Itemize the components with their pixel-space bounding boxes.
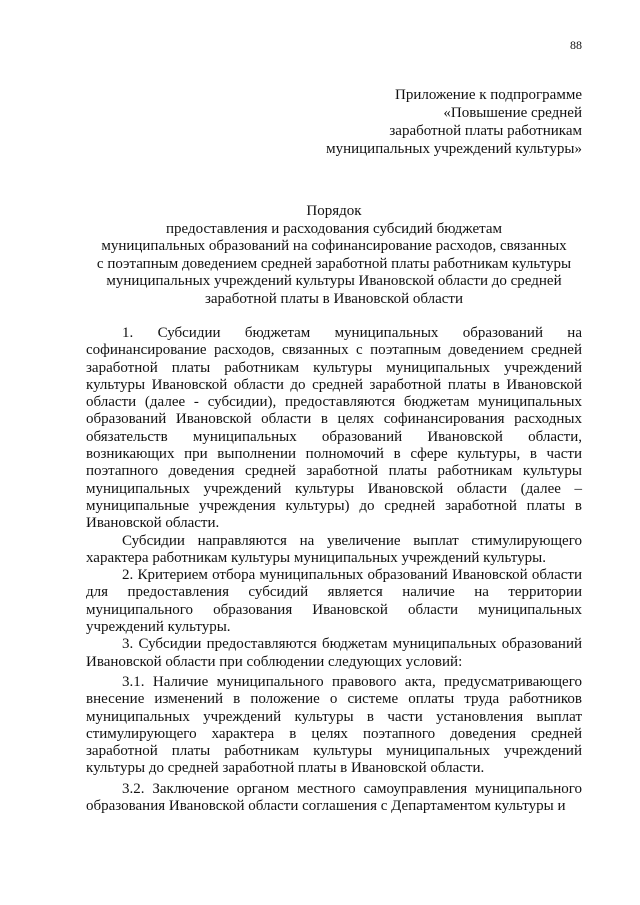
title-line: муниципальных учреждений культуры Ивановской области до средней [106, 273, 562, 289]
paragraph-1: 1. Субсидии бюджетам муниципальных образований на софинансирование расходов, связанных с поэтапным доведением средней заработной платы работникам культуры муниципальных учреждений культуры Ивановской области до средней заработной платы в Ивановской области (далее - субсидии), предоставляются бюджетам муниципальных образований Ивановской области в целях софинансирования расходных обязательств муниципальных образований Ивановской области, возникающих при выполнении полномочий в сфере культуры, в части поэтапного доведения средней заработной платы работникам культуры муниципальных учреждений культуры Ивановской области (далее – муниципальные учреждения культуры) до средней заработной платы в Ивановской области. [86, 325, 582, 532]
paragraph-subsidies-purpose: Субсидии направляются на увеличение выплат стимулирующего характера работникам культуры муниципальных учреждений культуры. [86, 532, 582, 566]
paragraph-3-1: 3.1. Наличие муниципального правового акта, предусматривающего внесение изменений в положение о системе оплаты труда работников муниципальных учреждений культуры в части установления выплат стимулирующего характера в целях поэтапного доведения средней заработной платы работникам культуры муниципальных учреждений культуры до средней заработной платы в Ивановской области. [86, 673, 582, 777]
title-line: Порядок [306, 203, 362, 219]
title-line: с поэтапным доведением средней заработной платы работникам культуры [96, 255, 572, 272]
appendix-line: заработной платы работникам [389, 123, 582, 139]
appendix-header [252, 86, 582, 158]
appendix-line: «Повышение средней [443, 105, 582, 121]
title-line: предоставления и расходования субсидий бюджетам [166, 220, 502, 237]
paragraph-3: 3. Субсидии предоставляются бюджетам муниципальных образований Ивановской области при соблюдении следующих условий: [86, 636, 582, 670]
appendix-line: Приложение к подпрограмме [394, 87, 582, 103]
document-body [86, 325, 582, 815]
paragraph-2: 2. Критерием отбора муниципальных образований Ивановской области для предоставления субсидий является наличие на территории муниципального образования Ивановской области муниципальных учреждений культуры. [86, 567, 582, 636]
title-line: заработной платы в Ивановской области [204, 290, 464, 307]
document-title [84, 203, 584, 308]
title-line: муниципальных образований на софинансирование расходов, связанных [101, 238, 567, 254]
page-number: 88 [570, 38, 582, 52]
paragraph-3-2: 3.2. Заключение органом местного самоуправления муниципального образования Ивановской области соглашения с Департаментом культуры и [86, 780, 582, 815]
appendix-line: муниципальных учреждений культуры» [326, 141, 582, 157]
